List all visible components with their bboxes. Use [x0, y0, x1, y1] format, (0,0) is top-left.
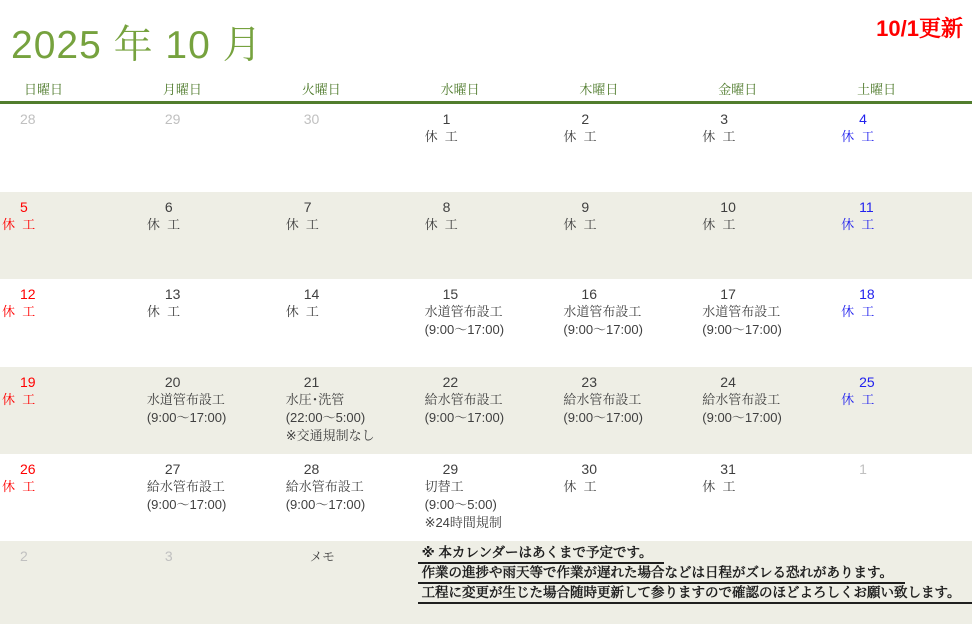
calendar-week-row: [0, 104, 972, 192]
date-number: 20: [164, 374, 181, 390]
calendar-week-row: [0, 541, 972, 624]
day-cell: [555, 192, 694, 279]
page-title: 2025 年 10 月: [11, 24, 263, 67]
schedule-text: ※交通規制なし: [285, 428, 375, 443]
note-row: [418, 545, 972, 564]
day-cell: [417, 367, 556, 454]
schedule-text: (9:00～17:00): [563, 322, 643, 337]
day-cell: [0, 541, 139, 624]
date-number: 9: [581, 199, 590, 215]
schedule-text: (9:00～17:00): [146, 410, 227, 425]
schedule-text: 休 工: [841, 392, 875, 407]
day-cell: [833, 104, 972, 192]
date-number: 17: [720, 286, 736, 302]
weekday-header-sunday: 日曜日: [24, 82, 64, 97]
date-number: 27: [164, 461, 181, 477]
memo-label: メモ: [309, 550, 335, 564]
day-cell: [833, 279, 972, 367]
date-number: 14: [303, 286, 320, 302]
schedule-text: (9:00～17:00): [424, 322, 505, 337]
date-number: 22: [442, 374, 459, 390]
date-number: 3: [164, 548, 173, 564]
day-cell: [833, 192, 972, 279]
day-cell: [417, 279, 556, 367]
day-cell: [555, 279, 694, 367]
note-line: ※ 本カレンダーはあくまで予定です。: [418, 545, 665, 564]
schedule-text: (9:00～5:00): [424, 497, 497, 512]
schedule-text: 休 工: [841, 129, 875, 144]
day-cell: [694, 192, 833, 279]
schedule-text: 給水管布設工: [424, 392, 503, 407]
date-number: 31: [720, 461, 736, 477]
date-number: 5: [20, 199, 28, 215]
schedule-text: 給水管布設工: [702, 392, 781, 407]
day-cell: [278, 279, 417, 367]
date-number: 28: [20, 111, 36, 127]
day-cell: [0, 279, 139, 367]
schedule-text: 休 工: [2, 304, 36, 319]
day-cell: [278, 104, 417, 192]
weekday-header-row: [0, 79, 972, 104]
day-cell: [139, 541, 278, 624]
schedule-text: 給水管布設工: [146, 479, 225, 494]
schedule-text: 水道管布設工: [424, 304, 503, 319]
day-cell: [278, 454, 417, 541]
schedule-text: 給水管布設工: [285, 479, 364, 494]
date-number: 13: [164, 286, 181, 302]
calendar-week-row: [0, 454, 972, 541]
date-number: 26: [20, 461, 36, 477]
date-number: 7: [303, 199, 312, 215]
schedule-text: 休 工: [702, 129, 736, 144]
date-number: 2: [20, 548, 28, 564]
schedule-text: 給水管布設工: [563, 392, 642, 407]
day-cell: [278, 192, 417, 279]
schedule-text: (9:00～17:00): [563, 410, 643, 425]
day-cell: [139, 454, 278, 541]
date-number: 30: [581, 461, 597, 477]
schedule-text: 休 工: [563, 129, 597, 144]
day-cell: [0, 104, 139, 192]
date-number: 1: [859, 461, 867, 477]
date-number: 2: [581, 111, 590, 127]
note-row: [418, 565, 972, 584]
day-cell: [694, 104, 833, 192]
day-cell: [694, 454, 833, 541]
schedule-text: (9:00～17:00): [424, 410, 505, 425]
date-number: 16: [581, 286, 597, 302]
date-number: 25: [859, 374, 875, 390]
calendar-week-row: [0, 367, 972, 454]
day-cell: [139, 104, 278, 192]
schedule-text: (9:00～17:00): [285, 497, 366, 512]
calendar-grid: [0, 104, 972, 624]
schedule-text: 水圧･洗管: [285, 392, 345, 407]
day-cell: [833, 367, 972, 454]
weekday-header-tuesday: 火曜日: [301, 82, 341, 97]
schedule-text: 休 工: [2, 392, 36, 407]
schedule-text: 休 工: [424, 217, 458, 232]
day-cell: [694, 367, 833, 454]
notes-block: [417, 541, 972, 624]
schedule-text: 休 工: [2, 479, 36, 494]
date-number: 28: [303, 461, 320, 477]
schedule-text: 休 工: [702, 479, 736, 494]
schedule-text: 水道管布設工: [146, 392, 225, 407]
day-cell: [417, 454, 556, 541]
day-cell: [139, 192, 278, 279]
schedule-text: ※24時間規制: [424, 515, 502, 530]
schedule-text: 休 工: [841, 217, 875, 232]
day-cell: [417, 104, 556, 192]
schedule-text: 休 工: [563, 217, 597, 232]
day-cell: [417, 192, 556, 279]
day-cell: [555, 454, 694, 541]
note-row: [418, 585, 972, 604]
date-number: 24: [720, 374, 736, 390]
weekday-header-friday: 金曜日: [718, 82, 758, 97]
weekday-header-wednesday: 水曜日: [440, 82, 480, 97]
day-cell: [0, 192, 139, 279]
note-line: 工程に変更が生じた場合随時更新して参りますので確認のほどよろしくお願い致します。: [418, 585, 972, 604]
date-number: 23: [581, 374, 597, 390]
weekday-header-saturday: 土曜日: [857, 82, 897, 97]
day-cell: [139, 279, 278, 367]
day-cell: [833, 454, 972, 541]
schedule-text: 水道管布設工: [563, 304, 642, 319]
schedule-text: 休 工: [285, 217, 319, 232]
day-cell: [694, 279, 833, 367]
schedule-text: 休 工: [146, 217, 181, 232]
update-date-label: 10/1更新: [876, 16, 963, 41]
date-number: 1: [442, 111, 451, 127]
date-number: 19: [20, 374, 36, 390]
day-cell: [555, 104, 694, 192]
schedule-text: 休 工: [285, 304, 319, 319]
calendar-week-row: [0, 192, 972, 279]
schedule-text: 休 工: [702, 217, 736, 232]
weekday-header-thursday: 木曜日: [579, 82, 619, 97]
date-number: 6: [164, 199, 173, 215]
weekday-header-monday: 月曜日: [162, 82, 202, 97]
date-number: 29: [164, 111, 181, 127]
day-cell: [0, 367, 139, 454]
schedule-text: 水道管布設工: [702, 304, 781, 319]
date-number: 15: [442, 286, 459, 302]
day-cell: [0, 454, 139, 541]
schedule-text: (9:00～17:00): [702, 410, 782, 425]
day-cell: [555, 367, 694, 454]
schedule-text: (9:00～17:00): [146, 497, 227, 512]
day-cell: [139, 367, 278, 454]
date-number: 8: [442, 199, 451, 215]
note-line: 作業の進捗や雨天等で作業が遅れた場合などは日程がズレる恐れがあります。: [418, 565, 905, 584]
date-number: 11: [859, 199, 874, 215]
schedule-text: 休 工: [424, 129, 458, 144]
schedule-text: 休 工: [2, 217, 36, 232]
schedule-text: 休 工: [146, 304, 181, 319]
date-number: 3: [720, 111, 729, 127]
schedule-text: (9:00～17:00): [702, 322, 782, 337]
date-number: 12: [20, 286, 36, 302]
schedule-text: (22:00～5:00): [285, 410, 366, 425]
date-number: 4: [859, 111, 867, 127]
calendar-header: [0, 0, 972, 79]
date-number: 10: [720, 199, 736, 215]
date-number: 21: [303, 374, 320, 390]
day-cell: [278, 367, 417, 454]
schedule-text: 切替工: [424, 479, 464, 494]
calendar-week-row: [0, 279, 972, 367]
schedule-text: 休 工: [841, 304, 875, 319]
schedule-text: 休 工: [563, 479, 597, 494]
date-number: 29: [442, 461, 459, 477]
date-number: 30: [303, 111, 320, 127]
date-number: 18: [859, 286, 875, 302]
